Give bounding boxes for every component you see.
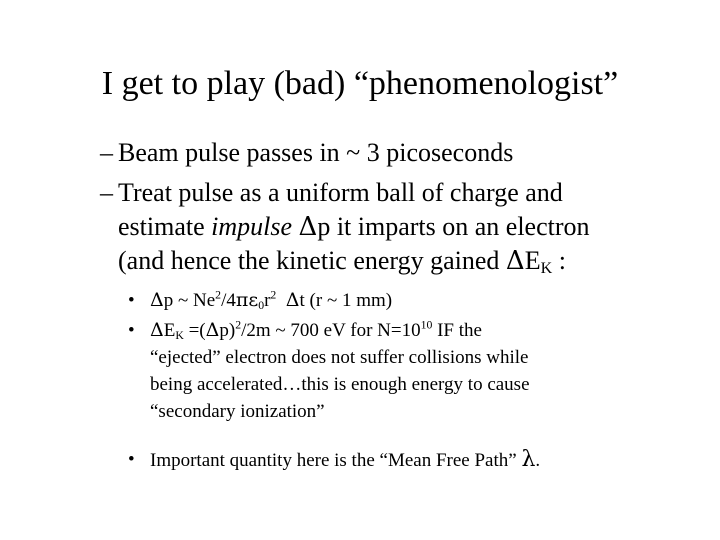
subscript-k: K [175,328,184,342]
energy-line-4: “secondary ionization” [150,401,325,422]
text-fragment: p ~ Ne [163,290,216,311]
delta-symbol: Δ [298,212,318,242]
sub-bullet-mean-free-path [128,446,688,474]
text-fragment: /2m ~ 700 eV for N=10 [241,320,421,341]
text-fragment: estimate [118,212,212,241]
mean-free-path-line [128,446,688,474]
text-fragment: r [264,290,271,311]
superscript: 2 [215,288,222,302]
superscript: 10 [420,318,433,332]
text-fragment: /4 [221,290,236,311]
delta-symbol: Δ [205,319,220,341]
delta-symbol: Δ [150,319,164,341]
pi-symbol: π [235,289,249,311]
impulse-italic: impulse [211,212,293,241]
superscript: 2 [235,318,242,332]
formula-line [128,287,688,314]
subscript-k: K [540,260,553,278]
text-fragment: Important quantity here is the “Mean Free Path” [150,450,522,471]
dash-marker: – [100,178,113,207]
text-fragment: IF the [432,320,482,341]
energy-symbol: E [524,246,541,275]
delta-symbol: Δ [150,289,164,311]
bullet-marker: • [128,449,135,470]
bullet-line-3 [100,244,660,278]
energy-line-1 [128,317,688,344]
energy-symbol: E [163,320,176,341]
energy-line-3: being accelerated…this is enough energy to cause [150,374,530,395]
bullet-text: Beam pulse passes in ~ 3 picoseconds [118,138,514,167]
subscript: 0 [258,298,265,312]
lambda-symbol: λ [521,447,536,472]
sub-bullet-energy-estimate [128,317,688,425]
text-fragment: (and hence the kinetic energy gained [118,246,506,275]
text-fragment: : [552,246,566,275]
text-fragment: =( [183,320,206,341]
superscript: 2 [270,288,277,302]
dash-marker: – [100,138,113,167]
bullet-treat-pulse [100,176,660,278]
bullet-line-2 [100,210,660,244]
delta-symbol: Δ [285,289,300,311]
text-fragment: p it imparts on an electron [317,212,590,241]
bullet-marker: • [128,290,135,311]
bullet-beam-pulse [100,136,660,170]
text-fragment: p) [219,320,236,341]
text-fragment: . [535,450,541,471]
epsilon-symbol: ε [248,289,259,311]
bullet-line-1: Treat pulse as a uniform ball of charge and [118,178,563,207]
slide-title: I get to play (bad) “phenomenologist” [101,65,619,102]
text-fragment: t (r ~ 1 mm) [299,290,393,311]
energy-line-2: “ejected” electron does not suffer collisions while [150,347,529,368]
sub-bullet-impulse-formula [128,287,688,314]
delta-symbol: Δ [505,246,525,276]
bullet-marker: • [128,320,135,341]
